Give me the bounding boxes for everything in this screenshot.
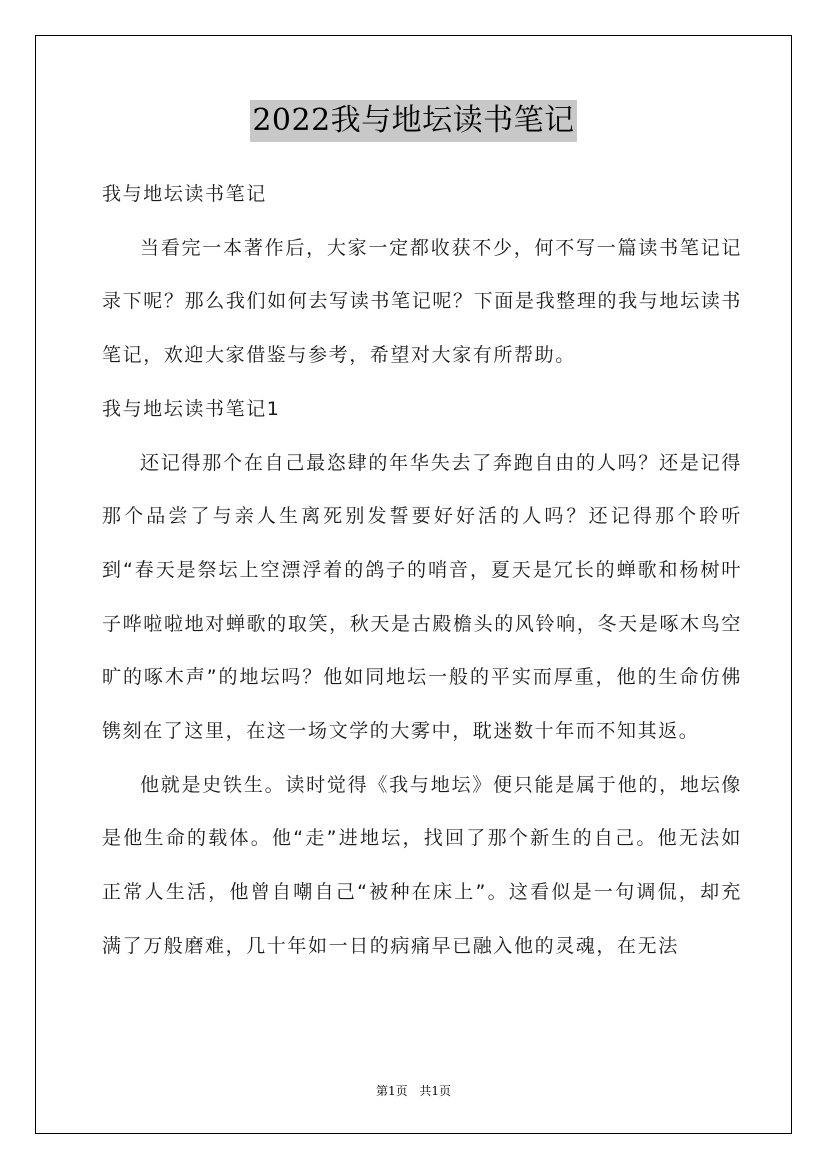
intro-paragraph: 当看完一本著作后，大家一定都收获不少，何不写一篇读书笔记记录下呢？那么我们如何去写读书笔记呢？下面是我整理的我与地坛读书笔记，欢迎大家借鉴与参考，希望对大家有所帮助。 xyxy=(102,236,742,367)
page-number: 第1页 xyxy=(375,1084,408,1098)
section-heading-1: 我与地坛读书笔记1 xyxy=(102,397,281,420)
page-footer xyxy=(0,1082,827,1099)
page-total: 共1页 xyxy=(419,1084,452,1098)
body-paragraph-1: 还记得那个在自己最恣肆的年华失去了奔跑自由的人吗？还是记得那个品尝了与亲人生离死别发誓要好好活的人吗？还记得那个聆听到“春天是祭坛上空漂浮着的鸽子的哨音，夏天是冗长的蝉歌和杨树叶子哗啦啦地对蝉歌的取笑，秋天是古殿檐头的风铃响，冬天是啄木鸟空旷的啄木声”的地坛吗？他如同地坛一般的平实而厚重，他的生命仿佛镌刻在了这里，在这一场文学的大雾中，耽迷数十年而不知其返。 xyxy=(102,451,742,743)
body-paragraph-2: 他就是史铁生。读时觉得《我与地坛》便只能是属于他的，地坛像是他生命的载体。他“走”进地坛，找回了那个新生的自己。他无法如正常人生活，他曾自嘲自己“被种在床上”。这看似是一句调侃，却充满了万般磨难，几十年如一日的病痛早已融入他的灵魂，在无法 xyxy=(102,773,742,957)
document-title: 2022我与地坛读书笔记 xyxy=(250,100,576,142)
section-heading: 我与地坛读书笔记 xyxy=(102,183,267,205)
document-body xyxy=(102,168,742,974)
title-container xyxy=(0,100,827,142)
